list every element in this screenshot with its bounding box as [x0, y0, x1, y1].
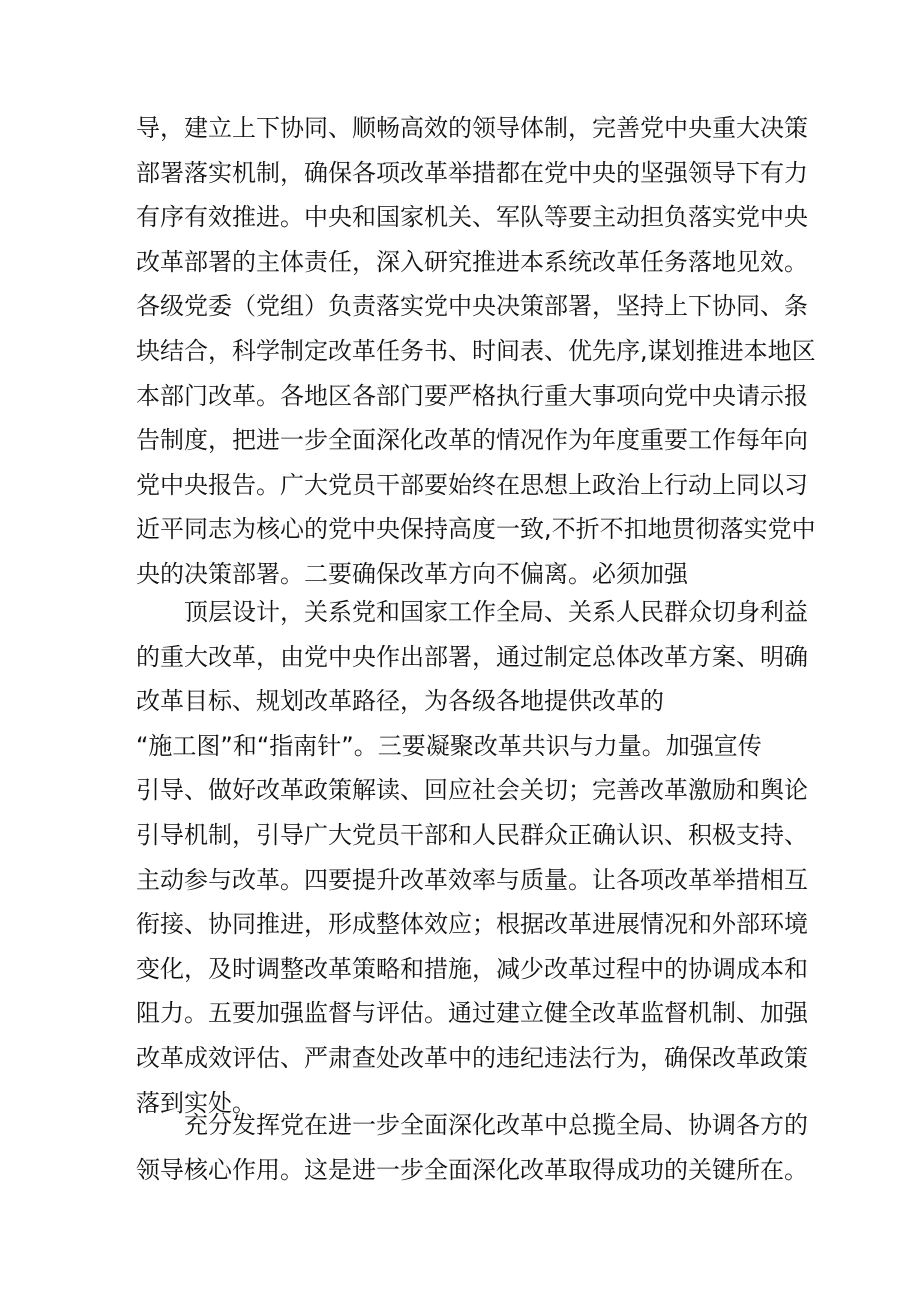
text-line: 近平同志为核心的党中央保持高度一致,不折不扣地贯彻落实党中 — [136, 515, 816, 544]
text-line: 告制度，把进一步全面深化改革的情况作为年度重要工作每年向 — [136, 426, 808, 455]
text-line: 衔接、协同推进，形成整体效应；根据改革进展情况和外部环境 — [136, 910, 808, 939]
text-line: 导，建立上下协同、顺畅高效的领导体制，完善党中央重大决策 — [136, 114, 808, 142]
text-line: 块结合，科学制定改革任务书、时间表、优先序,谋划推进本地区 — [136, 336, 816, 365]
text-line: 改革成效评估、严肃查处改革中的违纪违法行为，确保改革政策 — [136, 1043, 808, 1072]
paragraph-3 — [136, 1103, 808, 1192]
text-line: 有序有效推进。中央和国家机关、军队等要主动担负落实党中央 — [136, 203, 808, 232]
text-line: 顶层设计，关系党和国家工作全局、关系人民群众切身利益 — [184, 598, 808, 626]
text-line: 改革部署的主体责任，深入研究推进本系统改革任务落地见效。 — [136, 247, 808, 276]
text-line: 落到实处。 — [136, 1088, 256, 1117]
paragraph-1 — [136, 106, 816, 597]
text-line: 改革目标、规划改革路径，为各级各地提供改革的 — [136, 687, 664, 716]
text-line: 央的决策部署。二要确保改革方向不偏离。必须加强 — [136, 559, 688, 588]
text-line: 变化，及时调整改革策略和措施，减少改革过程中的协调成本和 — [136, 954, 808, 983]
text-line: 主动参与改革。四要提升改革效率与质量。让各项改革举措相互 — [136, 865, 808, 894]
text-line: 阻力。五要加强监督与评估。通过建立健全改革监督机制、加强 — [136, 999, 808, 1028]
text-line: 引导机制，引导广大党员干部和人民群众正确认识、积极支持、 — [136, 820, 808, 849]
text-line: “施工图”和“指南针”。三要凝聚改革共识与力量。加强宣传 — [136, 731, 762, 760]
text-line: 部署落实机制，确保各项改革举措都在党中央的坚强领导下有力 — [136, 158, 808, 187]
text-line: 党中央报告。广大党员干部要始终在思想上政治上行动上同以习 — [136, 470, 808, 499]
text-line: 本部门改革。各地区各部门要严格执行重大事项向党中央请示报 — [136, 381, 808, 410]
text-line: 引导、做好改革政策解读、回应社会关切；完善改革激励和舆论 — [136, 776, 808, 805]
text-line: 各级党委（党组）负责落实党中央决策部署，坚持上下协同、条 — [136, 292, 808, 321]
text-line: 充分发挥党在进一步全面深化改革中总揽全局、协调各方的 — [184, 1111, 808, 1139]
text-line: 领导核心作用。这是进一步全面深化改革取得成功的关键所在。 — [136, 1155, 808, 1184]
text-line: 的重大改革，由党中央作出部署，通过制定总体改革方案、明确 — [136, 642, 808, 671]
